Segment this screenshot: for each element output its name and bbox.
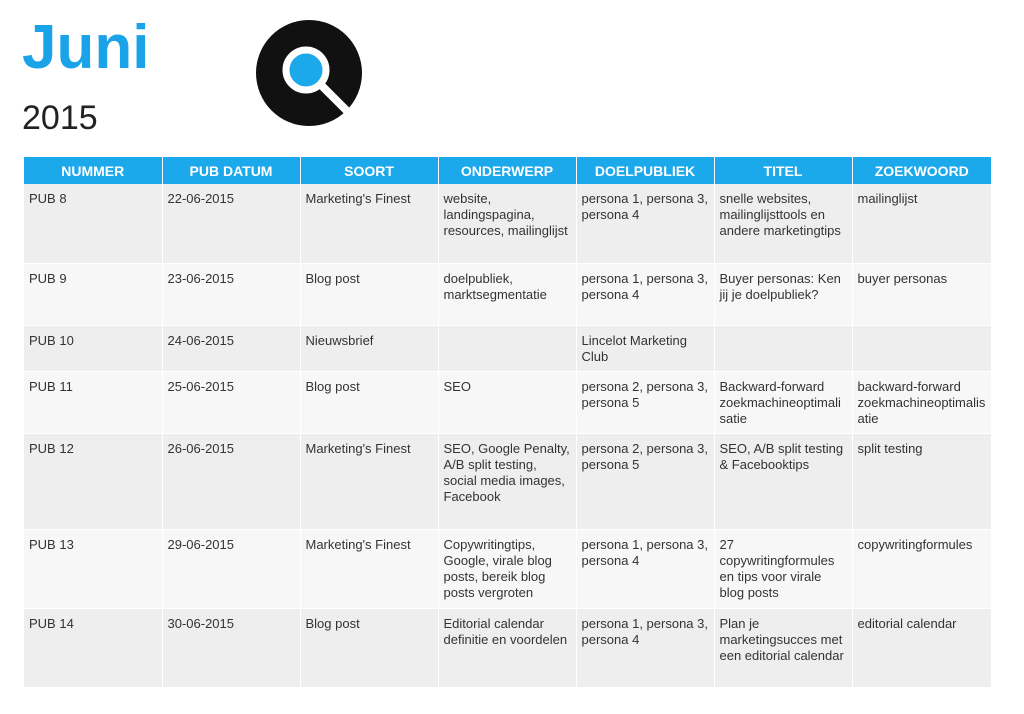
cell-doelpubliek: persona 2, persona 3, persona 5 bbox=[576, 371, 714, 433]
cell-zoekwoord bbox=[852, 325, 991, 371]
cell-soort: Marketing's Finest bbox=[300, 433, 438, 529]
cell-titel: Buyer personas: Ken jij je doelpubliek? bbox=[714, 263, 852, 325]
table-row bbox=[24, 325, 991, 371]
column-header-pub-datum: PUB DATUM bbox=[162, 157, 300, 184]
table-header-row bbox=[24, 157, 991, 184]
cell-zoekwoord: backward-forward zoekmachineoptimalisatie bbox=[852, 371, 991, 433]
cell-zoekwoord: mailinglijst bbox=[852, 184, 991, 263]
cell-soort: Blog post bbox=[300, 608, 438, 687]
table-row bbox=[24, 608, 991, 687]
cell-onderwerp: SEO bbox=[438, 371, 576, 433]
table-row bbox=[24, 263, 991, 325]
cell-onderwerp: Copywritingtips, Google, virale blog posts, bereik blog posts vergroten bbox=[438, 529, 576, 608]
table-row bbox=[24, 433, 991, 529]
cell-soort: Marketing's Finest bbox=[300, 529, 438, 608]
cell-pub-datum: 26-06-2015 bbox=[162, 433, 300, 529]
cell-nummer: PUB 12 bbox=[24, 433, 162, 529]
cell-pub-datum: 29-06-2015 bbox=[162, 529, 300, 608]
cell-soort: Blog post bbox=[300, 371, 438, 433]
cell-doelpubliek: persona 1, persona 3, persona 4 bbox=[576, 529, 714, 608]
cell-pub-datum: 23-06-2015 bbox=[162, 263, 300, 325]
cell-onderwerp: SEO, Google Penalty, A/B split testing, social media images, Facebook bbox=[438, 433, 576, 529]
cell-nummer: PUB 8 bbox=[24, 184, 162, 263]
cell-zoekwoord: split testing bbox=[852, 433, 991, 529]
cell-pub-datum: 22-06-2015 bbox=[162, 184, 300, 263]
cell-nummer: PUB 9 bbox=[24, 263, 162, 325]
cell-pub-datum: 24-06-2015 bbox=[162, 325, 300, 371]
cell-nummer: PUB 13 bbox=[24, 529, 162, 608]
cell-zoekwoord: copywritingformules bbox=[852, 529, 991, 608]
cell-titel bbox=[714, 325, 852, 371]
cell-titel: SEO, A/B split testing & Facebooktips bbox=[714, 433, 852, 529]
cell-titel: Plan je marketingsucces met een editorial calendar bbox=[714, 608, 852, 687]
editorial-calendar-table bbox=[24, 157, 991, 688]
cell-soort: Nieuwsbrief bbox=[300, 325, 438, 371]
cell-zoekwoord: buyer personas bbox=[852, 263, 991, 325]
cell-onderwerp: doelpubliek, marktsegmentatie bbox=[438, 263, 576, 325]
cell-onderwerp: website, landingspagina, resources, mailinglijst bbox=[438, 184, 576, 263]
cell-nummer: PUB 10 bbox=[24, 325, 162, 371]
cell-soort: Marketing's Finest bbox=[300, 184, 438, 263]
table-row bbox=[24, 371, 991, 433]
magnifier-icon bbox=[256, 20, 362, 126]
cell-titel: Backward-forward zoekmachineoptimalisatie bbox=[714, 371, 852, 433]
cell-zoekwoord: editorial calendar bbox=[852, 608, 991, 687]
table-row bbox=[24, 184, 991, 263]
cell-doelpubliek: Lincelot Marketing Club bbox=[576, 325, 714, 371]
cell-doelpubliek: persona 2, persona 3, persona 5 bbox=[576, 433, 714, 529]
cell-pub-datum: 30-06-2015 bbox=[162, 608, 300, 687]
cell-onderwerp bbox=[438, 325, 576, 371]
cell-doelpubliek: persona 1, persona 3, persona 4 bbox=[576, 263, 714, 325]
cell-doelpubliek: persona 1, persona 3, persona 4 bbox=[576, 184, 714, 263]
column-header-soort: SOORT bbox=[300, 157, 438, 184]
cell-titel: snelle websites, mailinglijsttools en andere marketingtips bbox=[714, 184, 852, 263]
column-header-zoekwoord: ZOEKWOORD bbox=[852, 157, 991, 184]
column-header-onderwerp: ONDERWERP bbox=[438, 157, 576, 184]
cell-pub-datum: 25-06-2015 bbox=[162, 371, 300, 433]
cell-onderwerp: Editorial calendar definitie en voordelen bbox=[438, 608, 576, 687]
cell-nummer: PUB 11 bbox=[24, 371, 162, 433]
cell-titel: 27 copywritingformules en tips voor virale blog posts bbox=[714, 529, 852, 608]
cell-nummer: PUB 14 bbox=[24, 608, 162, 687]
cell-soort: Blog post bbox=[300, 263, 438, 325]
cell-doelpubliek: persona 1, persona 3, persona 4 bbox=[576, 608, 714, 687]
table-row bbox=[24, 529, 991, 608]
column-header-doelpubliek: DOELPUBLIEK bbox=[576, 157, 714, 184]
page-title: Juni bbox=[22, 13, 150, 82]
year-label: 2015 bbox=[22, 99, 98, 137]
column-header-titel: TITEL bbox=[714, 157, 852, 184]
column-header-nummer: NUMMER bbox=[24, 157, 162, 184]
